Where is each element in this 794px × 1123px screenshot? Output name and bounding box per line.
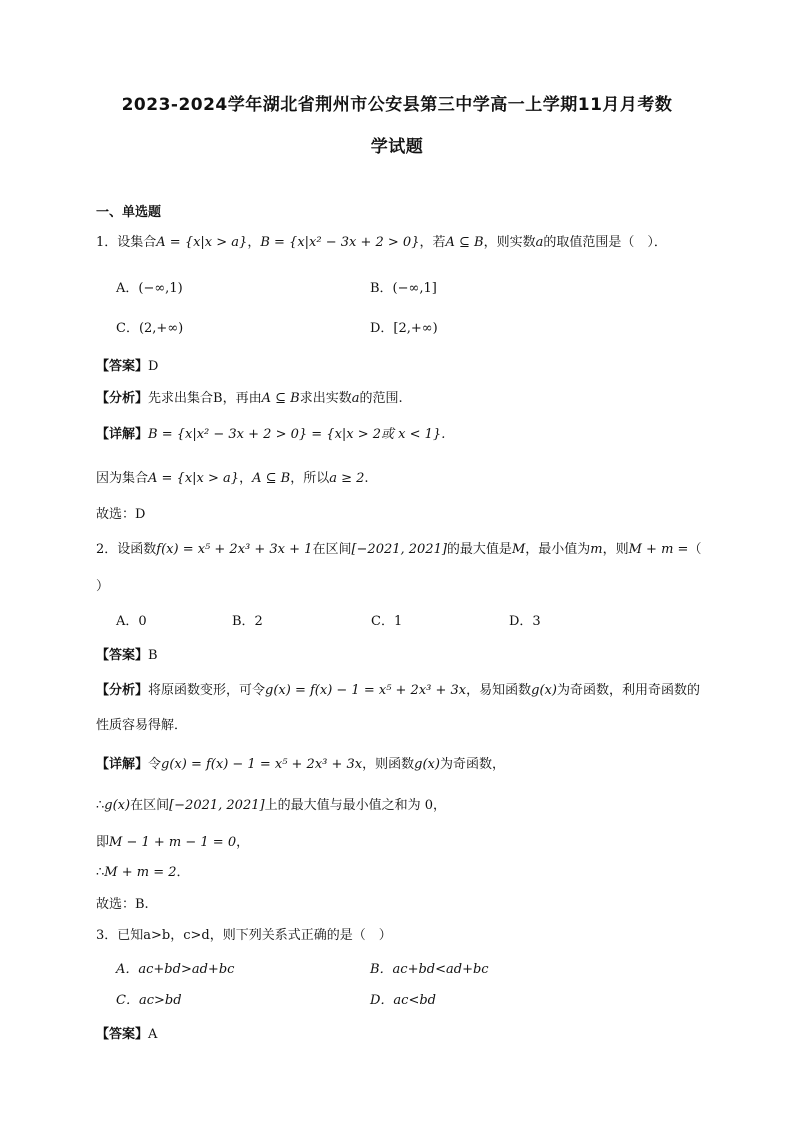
q2-detail: 【详解】令g(x) = f(x) − 1 = x⁵ + 2x³ + 3x，则函数g(x)为奇函数， xyxy=(96,757,505,772)
section-heading: 一、单选题 xyxy=(96,205,162,220)
q2-option-a: A．0 xyxy=(116,614,147,629)
q2-conclusion: 故选：B. xyxy=(96,897,149,912)
q2-analysis: 【分析】将原函数变形，可令g(x) = f(x) − 1 = x⁵ + 2x³ + 3x，易知函数g(x)为奇函数，利用奇函数的 xyxy=(96,683,700,698)
q1-option-d: D．[2,+∞) xyxy=(370,321,438,336)
q2-detail-line2: 即M − 1 + m − 1 = 0， xyxy=(96,835,250,850)
q2-option-d: D．3 xyxy=(509,614,541,629)
q1-analysis: 【分析】先求出集合B，再由A ⊆ B求出实数a的范围. xyxy=(96,391,403,406)
q3-option-a: A．ac+bd>ad+bc xyxy=(116,962,235,977)
q1-detail-line2: 因为集合A = {x|x > a}，A ⊆ B，所以a ≥ 2. xyxy=(96,471,369,486)
q1-conclusion: 故选：D xyxy=(96,507,146,522)
q1-option-b: B．(−∞,1] xyxy=(370,281,437,296)
q1-detail: 【详解】B = {x|x² − 3x + 2 > 0} = {x|x > 2或 x < 1}. xyxy=(96,427,446,442)
q1-option-c: C．(2,+∞) xyxy=(116,321,184,336)
q1-answer: 【答案】D xyxy=(96,359,159,374)
q2-option-c: C．1 xyxy=(371,614,403,629)
q3-option-d: D．ac<bd xyxy=(370,993,436,1008)
doc-title-line1: 2023-2024学年湖北省荆州市公安县第三中学高一上学期11月月考数 xyxy=(121,95,673,115)
q2-option-b: B．2 xyxy=(232,614,263,629)
q2-answer: 【答案】B xyxy=(96,648,158,663)
q1-option-a: A．(−∞,1) xyxy=(116,281,183,296)
q2-detail-line3: ∴M + m = 2． xyxy=(96,865,190,880)
doc-title-line2: 学试题 xyxy=(370,137,424,157)
q2-stem: 2．设函数f(x) = x⁵ + 2x³ + 3x + 1在区间[−2021, 2021]的最大值是M，最小值为m，则M + m =（ xyxy=(96,542,702,557)
q2-detail-line1: ∴g(x)在区间[−2021, 2021]上的最大值与最小值之和为 0， xyxy=(96,798,446,813)
q3-option-c: C．ac>bd xyxy=(116,993,182,1008)
q3-answer: 【答案】A xyxy=(96,1027,158,1042)
q1-stem: 1．设集合A = {x|x > a}，B = {x|x² − 3x + 2 > 0}，若A ⊆ B，则实数a的取值范围是（ ）． xyxy=(96,235,667,250)
q3-option-b: B．ac+bd<ad+bc xyxy=(370,962,489,977)
q3-stem: 3．已知a>b，c>d，则下列关系式正确的是（ ） xyxy=(96,928,392,943)
q2-analysis-line2: 性质容易得解． xyxy=(96,718,188,733)
q2-stem-close: ） xyxy=(96,579,110,594)
